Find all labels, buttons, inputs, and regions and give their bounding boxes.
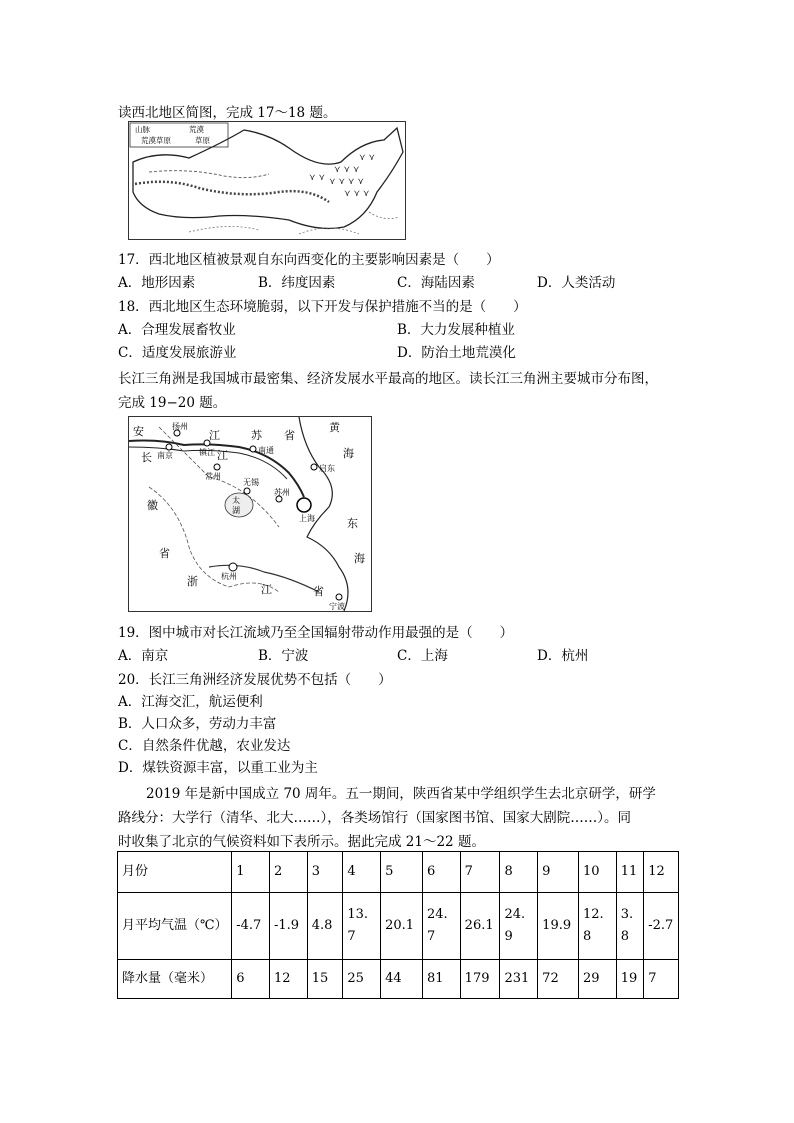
precipitation-cell: 231 [500, 960, 538, 999]
label-sheng3: 省 [284, 429, 295, 442]
nanjing-dot [166, 444, 172, 450]
temperature-cell: 13.7 [343, 893, 381, 960]
precipitation-cell: 6 [232, 960, 270, 999]
q18-option-d[interactable]: D．防治土地荒漠化 [397, 345, 516, 361]
precipitation-cell: 19 [616, 960, 644, 999]
label-tai: 太 [232, 496, 240, 505]
q17-option-b[interactable]: B．纬度因素 [258, 275, 336, 291]
province-border-south [149, 487, 279, 592]
label-zhenjiang: 镇江 [199, 448, 215, 457]
label-zhe: 浙 [187, 575, 198, 588]
legend-desert-grassland: 荒漠草原 [141, 136, 171, 145]
month-cell: 5 [381, 852, 423, 893]
month-cell: 11 [616, 852, 644, 893]
yangtze-delta-map-drawing [129, 417, 371, 611]
month-cell: 7 [460, 852, 500, 893]
northwest-map-drawing [129, 122, 405, 239]
table-row-temperature [118, 893, 679, 960]
q19-stem: 19．图中城市对长江流域乃至全国辐射带动作用最强的是（ ） [118, 625, 514, 641]
shanghai-dot [297, 498, 311, 512]
q19-20-intro-line2: 完成 19−20 题。 [118, 395, 227, 411]
northwest-map [128, 121, 406, 240]
row-header-precipitation: 降水量（毫米） [118, 960, 232, 999]
precipitation-cell: 81 [422, 960, 460, 999]
precipitation-cell: 44 [381, 960, 423, 999]
q17-stem: 17．西北地区植被景观自东向西变化的主要影响因素是（ ） [118, 252, 500, 268]
q20-option-c[interactable]: C．自然条件优越，农业发达 [118, 738, 291, 754]
svg-text:⋎ ⋎ ⋎: ⋎ ⋎ ⋎ [344, 189, 370, 199]
temperature-cell: -1.9 [269, 893, 307, 960]
label-hai: 海 [343, 447, 354, 460]
q20-option-a[interactable]: A．江海交汇，航运便利 [118, 694, 263, 710]
label-an: 安 [133, 425, 144, 438]
table-row-precipitation [118, 960, 679, 999]
legend-grassland: 草原 [195, 136, 210, 145]
table-row-month [118, 852, 679, 893]
precipitation-cell: 29 [578, 960, 616, 999]
q18-stem: 18．西北地区生态环境脆弱，以下开发与保护措施不当的是（ ） [118, 299, 527, 315]
temperature-cell: -2.7 [644, 893, 679, 960]
label-huang: 黄 [329, 421, 340, 434]
q20-option-b[interactable]: B．人口众多，劳动力丰富 [118, 716, 277, 732]
precipitation-cell: 12 [269, 960, 307, 999]
q20-stem: 20．长江三角洲经济发展优势不包括（ ） [118, 672, 392, 688]
month-cell: 6 [422, 852, 460, 893]
beijing-climate-table [117, 851, 679, 999]
month-cell: 10 [578, 852, 616, 893]
label-shanghai: 上海 [299, 514, 315, 523]
svg-text:⋎ ⋎: ⋎ ⋎ [359, 153, 376, 163]
month-cell: 4 [343, 852, 381, 893]
label-hai2: 海 [354, 552, 365, 565]
changzhou-dot [214, 464, 220, 470]
q21-22-intro-line3: 时收集了北京的气候资料如下表所示。据此完成 21～22 题。 [118, 834, 485, 850]
q21-22-intro-line2: 路线分：大学行（清华、北大……），各类场馆行（国家图书馆、国家大剧院……）。同 [118, 810, 631, 826]
label-suzhou: 苏州 [274, 488, 290, 497]
q17-18-intro: 读西北地区简图，完成 17～18 题。 [118, 105, 337, 121]
qidong-dot [311, 464, 317, 470]
label-su: 苏 [251, 429, 262, 442]
temperature-cell: 24.9 [500, 893, 538, 960]
month-cell: 3 [307, 852, 343, 893]
temperature-cell: 20.1 [381, 893, 423, 960]
hangzhou-dot [229, 563, 237, 571]
svg-text:⋎ ⋎: ⋎ ⋎ [309, 173, 326, 183]
label-jiang: 江 [209, 429, 220, 442]
q19-option-b[interactable]: B．宁波 [258, 648, 309, 664]
temperature-cell: -4.7 [232, 893, 270, 960]
ningbo-dot [336, 594, 342, 600]
precipitation-cell: 179 [460, 960, 500, 999]
label-nanjing: 南京 [157, 451, 173, 460]
label-hu: 湖 [232, 506, 240, 515]
label-dong: 东 [347, 517, 358, 530]
svg-text:⋎ ⋎ ⋎ ⋎: ⋎ ⋎ ⋎ ⋎ [329, 177, 364, 187]
label-changzhou: 常州 [205, 472, 221, 481]
temperature-cell: 12.8 [578, 893, 616, 960]
label-yangzhou: 扬州 [172, 422, 188, 431]
precipitation-cell: 25 [343, 960, 381, 999]
label-jiang3: 江 [217, 449, 228, 462]
q18-option-a[interactable]: A．合理发展畜牧业 [118, 322, 236, 338]
q19-option-a[interactable]: A．南京 [118, 648, 169, 664]
precipitation-cell: 15 [307, 960, 343, 999]
label-qidong: 启东 [319, 464, 335, 473]
row-header-temperature: 月平均气温（℃） [118, 893, 232, 960]
temperature-cell: 24.7 [422, 893, 460, 960]
desert-area [149, 171, 269, 178]
label-jiang2: 江 [261, 583, 272, 596]
month-cell: 12 [644, 852, 679, 893]
month-cell: 1 [232, 852, 270, 893]
q20-option-d[interactable]: D．煤铁资源丰富，以重工业为主 [118, 760, 318, 776]
label-wuxi: 无锡 [243, 478, 259, 487]
temperature-cell: 4.8 [307, 893, 343, 960]
month-cell: 2 [269, 852, 307, 893]
label-ningbo: 宁波 [329, 602, 345, 611]
label-nantong: 南通 [258, 446, 274, 455]
temperature-cell: 19.9 [538, 893, 579, 960]
q17-option-c[interactable]: C．海陆因素 [397, 275, 475, 291]
q19-20-intro-line1: 长江三角洲是我国城市最密集、经济发展水平最高的地区。读长江三角洲主要城市分布图， [118, 371, 658, 387]
mountain-range [135, 182, 329, 202]
label-hangzhou: 杭州 [221, 572, 237, 581]
temperature-cell: 3.8 [616, 893, 644, 960]
q21-22-intro-line1: 2019 年是新中国成立 70 周年。五一期间，陕西省某中学组织学生去北京研学，研学 [146, 786, 656, 802]
label-sheng2: 省 [313, 585, 324, 598]
label-chang: 长 [141, 451, 152, 464]
q19-option-d[interactable]: D．杭州 [537, 648, 589, 664]
q17-option-a[interactable]: A．地形因素 [118, 275, 196, 291]
precipitation-cell: 7 [644, 960, 679, 999]
label-hui: 徽 [147, 499, 158, 512]
legend-mountain: 山脉 [135, 125, 150, 134]
nantong-dot [250, 446, 256, 452]
q17-option-d[interactable]: D．人类活动 [537, 275, 616, 291]
precipitation-cell: 72 [538, 960, 579, 999]
label-sheng1: 省 [159, 547, 170, 560]
q18-option-c[interactable]: C．适度发展旅游业 [118, 345, 237, 361]
wuxi-dot [244, 488, 250, 494]
q18-option-b[interactable]: B．大力发展种植业 [397, 322, 515, 338]
month-cell: 8 [500, 852, 538, 893]
temperature-cell: 26.1 [460, 893, 500, 960]
yangtze-delta-map [128, 416, 372, 612]
row-header-month: 月份 [118, 852, 232, 893]
month-cell: 9 [538, 852, 579, 893]
svg-text:⋎ ⋎ ⋎: ⋎ ⋎ ⋎ [334, 165, 360, 175]
legend-desert: 荒漠 [189, 125, 204, 134]
q19-option-c[interactable]: C．上海 [397, 648, 448, 664]
